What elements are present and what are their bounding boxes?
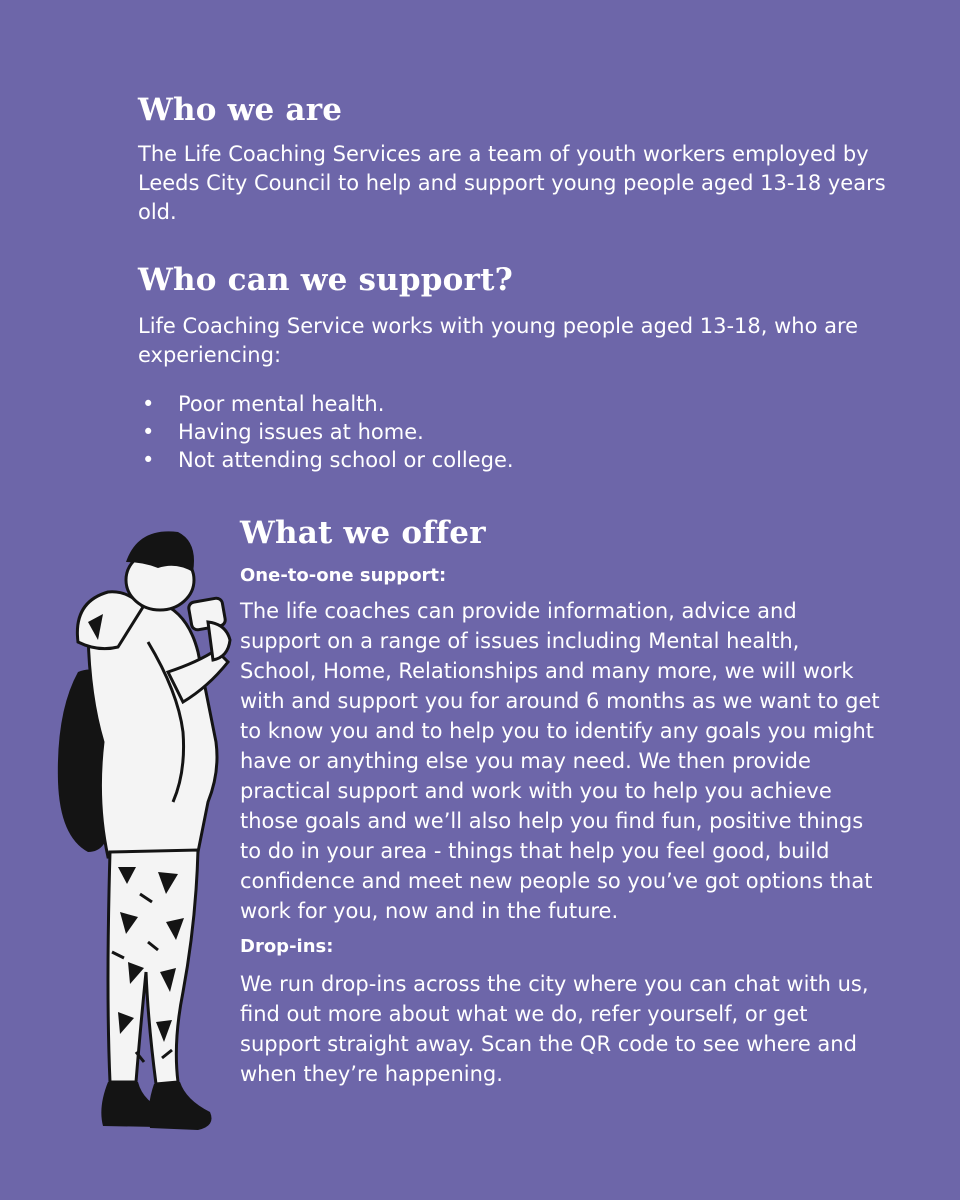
- hand: [208, 622, 230, 660]
- who-can-we-support-text: Life Coaching Service works with young people aged 13-18, who are experiencing:: [138, 314, 859, 367]
- who-we-are-section: [138, 92, 898, 227]
- bullet-text: Not attending school or college.: [178, 448, 514, 472]
- right-shoe: [149, 1082, 212, 1130]
- one-to-one-support-text: The life coaches can provide information, advice and support on a range of issues including Mental health, School, Home, Relationships and many more, we will work with and support you for around 6 months as we want to get to know you and to help you to identify any goals you might have or anything else you may need. We then provide practical support and work with you to help you achieve those goals and we’ll also help you find fun, positive things to do in your area - things that help you feel good, build confidence and meet new people so you’ve got options that work for you, now and in the future.: [240, 599, 880, 923]
- bullet-text: Having issues at home.: [178, 420, 424, 444]
- who-we-are-text: The Life Coaching Services are a team of youth workers employed by Leeds City Council to help and support young people aged 13-18 years old.: [138, 142, 886, 224]
- bullet-dot-icon: •: [142, 392, 155, 416]
- drop-ins-title: Drop-ins:: [240, 936, 334, 957]
- what-we-offer-section: [240, 515, 880, 1089]
- who-can-we-support-section: [138, 262, 898, 474]
- what-we-offer-heading: What we offer: [240, 515, 486, 551]
- who-we-are-heading: Who we are: [138, 92, 343, 128]
- drop-ins-text: We run drop-ins across the city where you can chat with us, find out more about what we do, refer yourself, or get support straight away. Scan the QR code to see where and when they’re happening.: [240, 972, 869, 1086]
- who-can-we-support-heading: Who can we support?: [138, 262, 513, 298]
- bullet-item: [138, 390, 898, 418]
- bullet-item: [138, 446, 898, 474]
- bullet-text: Poor mental health.: [178, 392, 385, 416]
- leggings: [108, 850, 198, 1084]
- bullet-dot-icon: •: [142, 448, 155, 472]
- bullet-item: [138, 418, 898, 446]
- one-to-one-support-title: One-to-one support:: [240, 565, 447, 586]
- bullet-dot-icon: •: [142, 420, 155, 444]
- person-illustration: [48, 522, 238, 1162]
- support-bullet-list: [138, 390, 898, 474]
